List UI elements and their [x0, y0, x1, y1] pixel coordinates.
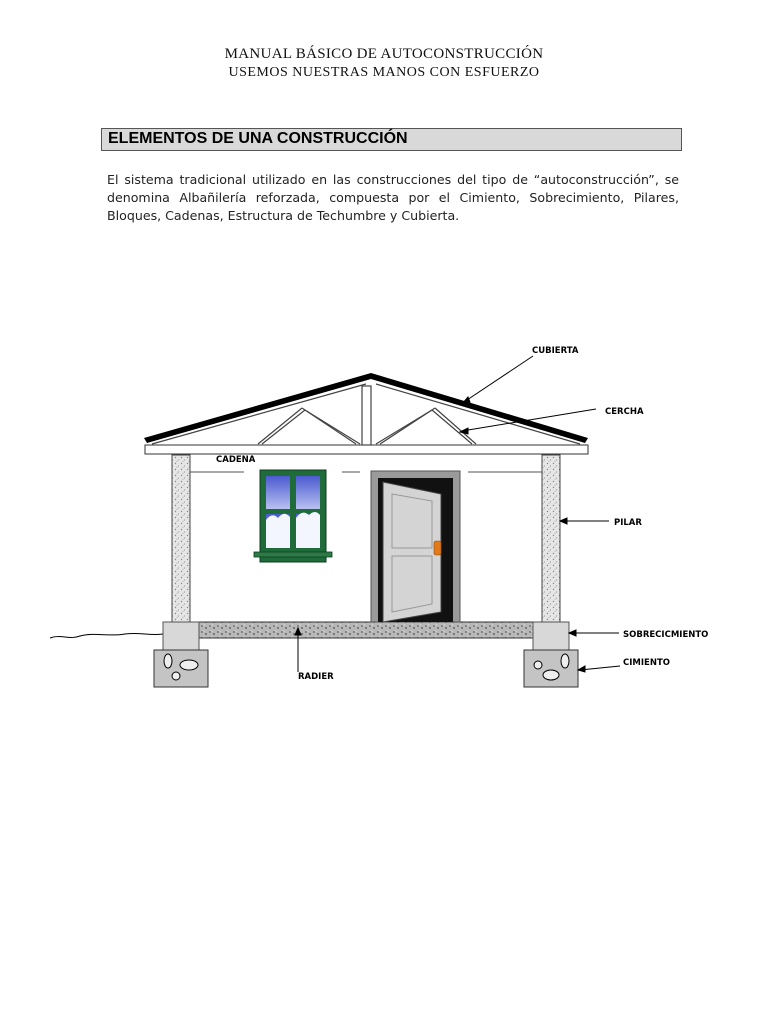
label-pilar: PILAR — [614, 518, 642, 528]
label-cadena: CADENA — [216, 455, 256, 465]
label-sobrecimiento: SOBRECICMIENTO — [623, 630, 709, 640]
truss-cercha — [152, 384, 580, 445]
label-cubierta: CUBIERTA — [532, 346, 579, 356]
window — [254, 470, 332, 562]
ground-line — [50, 633, 163, 638]
label-cimiento: CIMIENTO — [623, 658, 670, 668]
document-subtitle: USEMOS NUESTRAS MANOS CON ESFUERZO — [228, 65, 540, 80]
document-title: MANUAL BÁSICO DE AUTOCONSTRUCCIÓN — [224, 46, 544, 62]
eave-beam — [145, 445, 588, 454]
label-radier: RADIER — [298, 672, 334, 682]
left-sobrecimiento — [163, 622, 199, 650]
left-cimiento — [154, 650, 208, 687]
door — [371, 471, 460, 622]
right-sobrecimiento — [533, 622, 569, 650]
radier-slab — [199, 622, 533, 638]
section-title: ELEMENTOS DE UNA CONSTRUCCIÓN — [108, 130, 408, 147]
right-cimiento — [524, 650, 578, 687]
right-pilar — [542, 455, 560, 622]
left-pilar — [172, 455, 190, 622]
intro-paragraph: El sistema tradicional utilizado en las construcciones del tipo de “autoconstrucción”, se denomina Albañilería reforzada, compuesta por el Cimiento, Sobrecimiento, Pilares, Bloques, Cadenas, Estructura de Techumbre y Cubierta. — [107, 172, 679, 223]
label-cercha: CERCHA — [605, 407, 644, 417]
